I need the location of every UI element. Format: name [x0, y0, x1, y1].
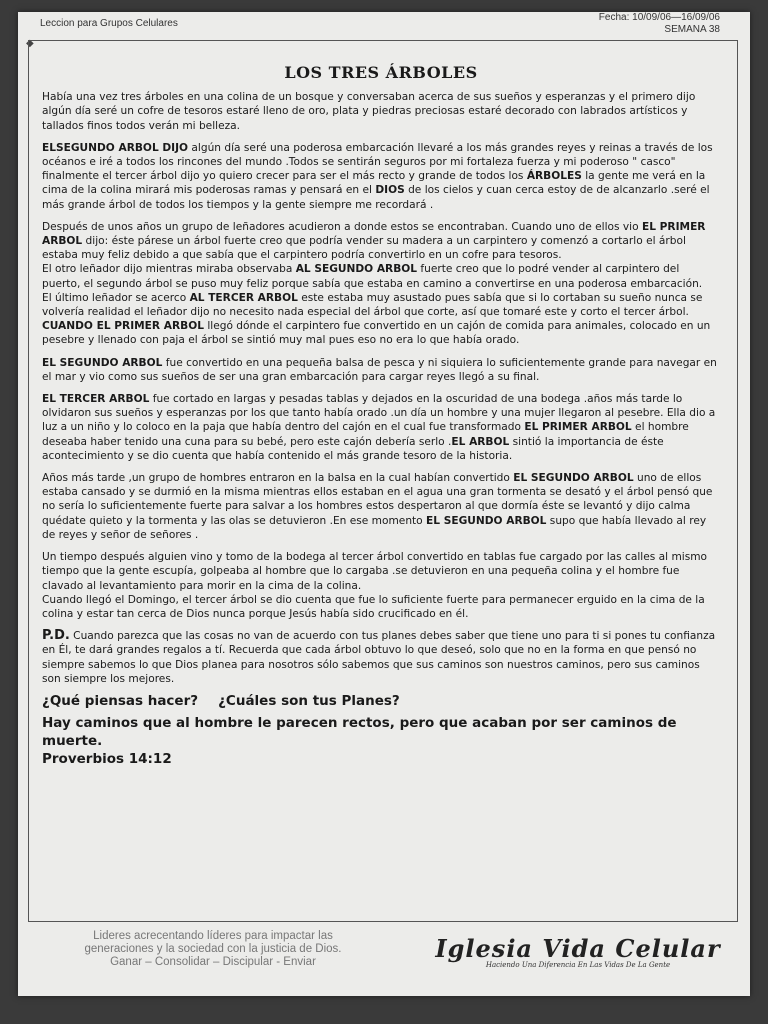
paragraph-text: El otro leñador dijo mientras miraba observaba	[42, 263, 296, 276]
paragraph-text: Cuando llegó el Domingo, el tercer árbol se dio cuenta que fue lo suficiente fuerte para permanecer erguido en la cima de la colina y estar tan cerca de Dios nunca porque Jesús había sido crucificado en él.	[42, 593, 705, 620]
paragraph	[42, 262, 720, 290]
paragraph-text: uno de ellos estaba cansado y se durmió en la misma mientras ellos estaban en el agua una gran tormenta se desató y el árbol pensó que no sería lo suficientemente fuerte para salvar a los hombres estos despertaron al que dormía éste se levantó y dijo calma quédate quieto y la tormenta y las olas se detuvieron .En ese momento	[42, 472, 713, 527]
header-week: SEMANA 38	[664, 24, 720, 35]
paragraph	[42, 550, 720, 593]
page-title: LOS TRES ÁRBOLES	[284, 63, 478, 82]
paragraph	[42, 319, 720, 347]
bold-text: DIOS	[375, 184, 405, 197]
paragraph-text: dijo: éste párese un árbol fuerte creo que podría vender su madera a un carpintero y comenzó a cortarlo el árbol estaba muy feliz debido a que sabía que el carpintero podría convertirlo en un cofre para tesoros.	[42, 235, 686, 262]
paragraph-text: Había una vez tres árboles en una colina de un bosque y conversaban acerca de sus sueños y esperanzas y el primero dijo algún día seré un cofre de tesoros estaré lleno de oro, plata y piedras preciosas estaré decorado con labrados artísticos y tallados finos todos verán mi belleza.	[42, 91, 696, 132]
verse-text: Hay caminos que al hombre le parecen rectos, pero que acaban por ser caminos de muerte.	[42, 715, 677, 750]
content-body	[42, 50, 720, 768]
footer-line: Lideres acrecentando líderes para impactar las	[93, 930, 333, 942]
footer-line: generaciones y la sociedad con la justicia de Dios.	[84, 943, 342, 955]
document-page	[18, 12, 750, 996]
bold-text: EL ARBOL	[451, 435, 510, 448]
header-date-block	[599, 12, 720, 36]
paragraph-text: El último leñador se acerco	[42, 291, 190, 304]
bold-text: ÁRBOLES	[526, 170, 582, 183]
question-text: ¿Cuáles son tus Planes?	[218, 692, 400, 709]
bold-text: AL SEGUNDO ARBOL	[295, 263, 418, 276]
bold-text: CUANDO EL PRIMER ARBOL	[42, 320, 204, 333]
bold-text: EL TERCER ARBOL	[42, 393, 150, 406]
paragraph-text: de los cielos y cuan cerca estoy de de alcanzarlo .seré el más grande árbol de todos los tiempos y la gente siempre me recordará .	[42, 184, 710, 211]
paragraph	[42, 471, 720, 542]
logo-text: Iglesia Vida Celular	[435, 934, 721, 963]
paragraph-text: sintió la importancia de éste acontecimiento y se dio cuenta que había contenido el más grande tesoro de la historia.	[42, 435, 664, 462]
question-text: ¿Qué piensas hacer?	[42, 692, 199, 709]
paragraph	[42, 90, 720, 133]
paragraph-text: algún día seré una poderosa embarcación llevaré a los más grandes reyes y reinas a través de los océanos e iré a todos los rincones del mundo .Todos se sentirán seguros por mi fortaleza fuerza y mi poderoso " casco" finalmente el tercer árbol dijo yo quiero crecer para ser el más recto y grande de todos los	[42, 141, 713, 183]
paragraph-text: Un tiempo después alguien vino y tomo de la bodega al tercer árbol convertido en tablas fue cargado por las calles al mismo tiempo que la gente escupía, golpeaba al hombre que lo cargaba .se detuvieron en una pequeña colina y el hombre fue clavado al levantamiento para morir en la cima de la colina.	[42, 551, 708, 592]
paragraph-text: fuerte creo que lo podré vender al carpintero del puerto, el segundo árbol se puso muy feliz porque sabía que estaba en camino a convertirse en una poderosa embarcación.	[42, 263, 703, 290]
paragraph-text: llegó dónde el carpintero fue convertido en un cajón de comida para animales, colocado en un pesebre y llenado con paja el árbol se sintió muy mal pues eso no era lo que había orado.	[42, 320, 711, 347]
paragraph-text: Después de unos años un grupo de leñadores acudieron a donde estos se encontraban. Cuando uno de ellos vio	[42, 220, 642, 233]
paragraph	[42, 291, 720, 319]
paragraph-text: este estaba muy asustado pues sabía que si lo cortaban su sueño nunca se volvería realidad el leñador dijo no necesito nada especial del árbol que corte, así que tomaré este y corto el tercer árbol.	[42, 291, 703, 319]
bold-text: EL SEGUNDO ARBOL	[513, 472, 634, 485]
questions	[42, 694, 720, 708]
closing-verse	[42, 714, 720, 768]
bold-text: P.D.	[42, 628, 70, 644]
bold-text: AL TERCER ARBOL	[189, 291, 298, 304]
header-lesson-label: Leccion para Grupos Celulares	[40, 18, 178, 29]
paragraph	[42, 356, 720, 384]
paragraph	[42, 629, 720, 686]
footer-motto	[48, 930, 378, 969]
paragraph-text: supo que había llevado al rey de reyes y señor de señores .	[42, 514, 707, 541]
bold-text: EL SEGUNDO ARBOL	[426, 514, 547, 527]
paragraph	[42, 220, 720, 263]
paragraph-text: Cuando parezca que las cosas no van de acuerdo con tus planes debes saber que tiene uno para ti si pones tu confianza en Él, te dará grandes regalos a tí. Recuerda que cada árbol obtuvo lo que deseó, solo que no en la forma en que pensó no siempre sabemos lo que Dios planea para nosotros sólo sabemos que sus caminos son nuestros caminos, pero sus caminos son siempre los mejores.	[42, 630, 716, 685]
bold-text: EL SEGUNDO ARBOL	[42, 356, 163, 369]
bold-text: EL PRIMER ARBOL	[524, 421, 632, 434]
paragraph-text: el hombre deseaba haber tenido una cuna para su bebé, pero este cajón debería serlo .	[42, 421, 689, 448]
footer-line: Ganar – Consolidar – Discipular - Enviar	[110, 956, 316, 968]
paragraph-text: fue convertido en una pequeña balsa de pesca y ni siquiera lo suficientemente grande para navegar en el mar y vio como sus sueños de ser una gran embarcación para cargar reyes llegó a su final.	[42, 356, 717, 383]
paragraph-text: la gente me verá en la cima de la colina mirará mis poderosas ramas y pensará en el	[42, 170, 706, 197]
verse-reference: Proverbios 14:12	[42, 751, 172, 768]
paragraph-text: fue cortado en largas y pesadas tablas y dejados en la oscuridad de una bodega .años más tarde lo olvidaron sus sueños y esperanzas por los que tanto había orado .un día un hombre y una mujer llegaron al pesebre. Ella dio a luz a un niño y lo coloco en la paja que había dentro del cajón en el cual fue transformado	[42, 393, 716, 434]
bold-text: EL PRIMER ARBOL	[42, 220, 706, 248]
logo-tagline: Haciendo Una Diferencia En Las Vidas De La Gente	[485, 961, 671, 969]
pin-icon: ◆	[26, 38, 34, 49]
paragraph-text: Años más tarde ,un grupo de hombres entraron en la balsa en la cual habían convertido	[42, 472, 514, 485]
paragraph	[42, 141, 720, 212]
paragraph	[42, 593, 720, 621]
bold-text: ELSEGUNDO ARBOL DIJO	[42, 141, 189, 154]
header-date: Fecha: 10/09/06—16/09/06	[598, 12, 720, 23]
church-logo	[428, 934, 728, 969]
paragraph	[42, 392, 720, 463]
